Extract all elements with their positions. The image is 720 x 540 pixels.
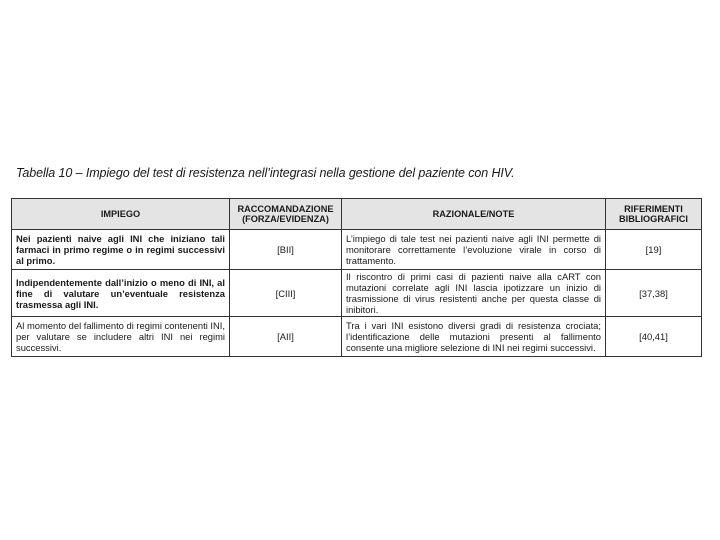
cell-raccomandazione: [AII] — [230, 317, 342, 357]
cell-raccomandazione: [BII] — [230, 230, 342, 270]
cell-razionale: Il riscontro di primi casi di pazienti naive alla cART con mutazioni correlate agli INI lascia ipotizzare un inizio di trasmissione di virus resistenti anche per questa classe di inibitori. — [342, 270, 606, 317]
cell-riferimenti: [37,38] — [606, 270, 702, 317]
resistance-test-table — [11, 198, 702, 357]
cell-raccomandazione: [CIII] — [230, 270, 342, 317]
cell-razionale: Tra i vari INI esistono diversi gradi di resistenza crociata; l’identificazione delle mutazioni presenti al fallimento consente una migliore selezione di INI nei regimi successivi. — [342, 317, 606, 357]
cell-riferimenti: [19] — [606, 230, 702, 270]
header-riferimenti: RIFERIMENTI BIBLIOGRAFICI — [606, 199, 702, 230]
cell-impiego: Al momento del fallimento di regimi contenenti INI, per valutare se includere altri INI nei regimi successivi. — [12, 317, 230, 357]
header-impiego: IMPIEGO — [12, 199, 230, 230]
table-caption: Tabella 10 – Impiego del test di resistenza nell’integrasi nella gestione del paziente con HIV. — [16, 166, 515, 180]
cell-razionale: L’impiego di tale test nei pazienti naive agli INI permette di monitorare correttamente l’evoluzione virale in corso di trattamento. — [342, 230, 606, 270]
header-raccomandazione: RACCOMANDAZIONE (FORZA/EVIDENZA) — [230, 199, 342, 230]
table-row — [12, 317, 702, 357]
cell-impiego: Indipendentemente dall’inizio o meno di INI, al fine di valutare un’eventuale resistenza trasmessa agli INI. — [12, 270, 230, 317]
header-razionale: RAZIONALE/NOTE — [342, 199, 606, 230]
cell-impiego: Nei pazienti naive agli INI che iniziano tali farmaci in primo regime o in regimi successivi al primo. — [12, 230, 230, 270]
table-header-row — [12, 199, 702, 230]
table-row — [12, 270, 702, 317]
table-row — [12, 230, 702, 270]
cell-riferimenti: [40,41] — [606, 317, 702, 357]
